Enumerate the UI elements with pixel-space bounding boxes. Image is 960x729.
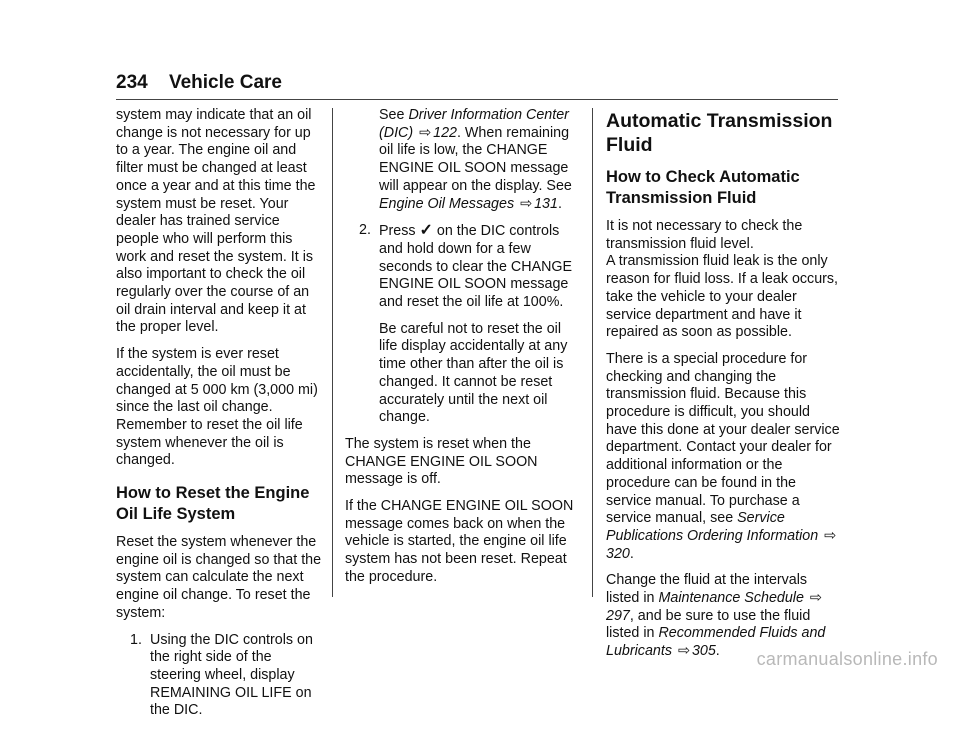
text: There is a special procedure for checking and changing the transmission fluid. Because this procedure is difficult, you should have this done at your dealer service department. Contact your dealer for additional information or the procedure can be found in the service manual. To purchase a service manual, see <box>606 350 840 527</box>
paragraph-see-dic <box>345 107 577 213</box>
paragraph: It is not necessary to check the transmission fluid level. <box>606 218 803 252</box>
text: . When remaining oil life is low, the CHANGE ENGINE OIL SOON message will appear on the display. See <box>379 124 572 194</box>
paragraph-service-manual <box>606 351 842 563</box>
column-1 <box>116 107 322 729</box>
header-rule <box>116 99 838 100</box>
text: . <box>715 643 720 660</box>
step-text: Using the DIC controls on the right side of the steering wheel, display REMAINING OIL LIFE on the DIC. <box>150 631 313 719</box>
paragraph: If the system is ever reset accidentally, the oil must be changed at 5 000 km (3,000 mi) since the last oil change. Remember to reset the oil life system whenever the oil is changed. <box>116 346 318 469</box>
column-divider-1 <box>332 108 333 597</box>
page-ref-arrow-icon: ⇨ <box>677 643 690 660</box>
text: Press <box>379 223 416 240</box>
page-ref-297[interactable]: 297 <box>606 607 630 624</box>
link-maintenance-schedule[interactable]: Maintenance Schedule <box>658 590 804 607</box>
link-recommended-fluids[interactable]: Recommended Fluids and Lubricants <box>606 625 826 660</box>
watermark: carmanualsonline.info <box>756 649 938 669</box>
paragraph: The system is reset when the CHANGE ENGINE OIL SOON message is off. <box>345 435 538 488</box>
page-ref-arrow-icon: ⇨ <box>419 124 432 141</box>
section-heading-reset: How to Reset the Engine Oil Life System <box>116 484 310 524</box>
step-2-note: Be careful not to reset the oil life display accidentally at any time other than after the oil is changed. It cannot be reset accurately until the next oil change. <box>379 320 568 426</box>
step-1 <box>116 632 322 721</box>
text: See <box>379 107 405 123</box>
checkmark-icon: ✓ <box>419 222 433 240</box>
column-2 <box>345 107 577 596</box>
text: . <box>629 545 634 562</box>
subsection-heading-check-atf: How to Check Automatic Transmission Fluid <box>606 168 800 207</box>
column-3 <box>606 107 842 670</box>
link-driver-information-center[interactable]: Driver Information Center (DIC) <box>379 107 569 141</box>
text: , and be sure to use the fluid listed in <box>606 607 811 642</box>
page-ref-131[interactable]: 131 <box>534 195 558 212</box>
paragraph: If the CHANGE ENGINE OIL SOON message comes back on when the vehicle is started, the engine oil life system has not been reset. Repeat the procedure. <box>345 498 574 585</box>
link-engine-oil-messages[interactable]: Engine Oil Messages <box>379 195 515 212</box>
page-ref-arrow-icon: ⇨ <box>824 527 837 544</box>
step-2 <box>345 222 577 312</box>
column-divider-2 <box>592 108 593 597</box>
page-number: 234 <box>116 72 148 93</box>
page-ref-arrow-icon: ⇨ <box>809 590 822 607</box>
page-ref-arrow-icon: ⇨ <box>520 195 533 212</box>
step-number: 1. <box>130 631 142 648</box>
text: . <box>557 195 562 212</box>
step-number: 2. <box>359 222 371 239</box>
page-ref-122[interactable]: 122 <box>433 124 457 141</box>
paragraph: system may indicate that an oil change is not necessary for up to a year. The engine oil and filter must be changed at least once a year and at this time the system must be reset. Your dealer has trained service people who will perform this work and reset the system. It is also important to check the oil regularly over the course of an oil drain interval and keep it at the proper level. <box>116 107 316 336</box>
step-text: on the DIC controls and hold down for a few seconds to clear the CHANGE ENGINE OIL SOON message and reset the oil life at 100%. <box>379 223 573 311</box>
page-ref-320[interactable]: 320 <box>606 545 630 562</box>
link-service-publications[interactable]: Service Publications Ordering Information <box>606 510 819 544</box>
section-title: Vehicle Care <box>168 72 283 93</box>
paragraph-change-fluid <box>606 572 842 661</box>
paragraph: A transmission fluid leak is the only reason for fluid loss. If a leak occurs, take the vehicle to your dealer service department and have it repaired as soon as possible. <box>606 253 839 341</box>
page-header <box>116 72 282 94</box>
text: Change the fluid at the intervals listed in <box>606 572 808 607</box>
paragraph: Reset the system whenever the engine oil is changed so that the system can calculate the next engine oil change. To reset the system: <box>116 534 322 621</box>
page-ref-305[interactable]: 305 <box>691 643 716 660</box>
section-heading-atf: Automatic Transmission Fluid <box>606 110 833 156</box>
